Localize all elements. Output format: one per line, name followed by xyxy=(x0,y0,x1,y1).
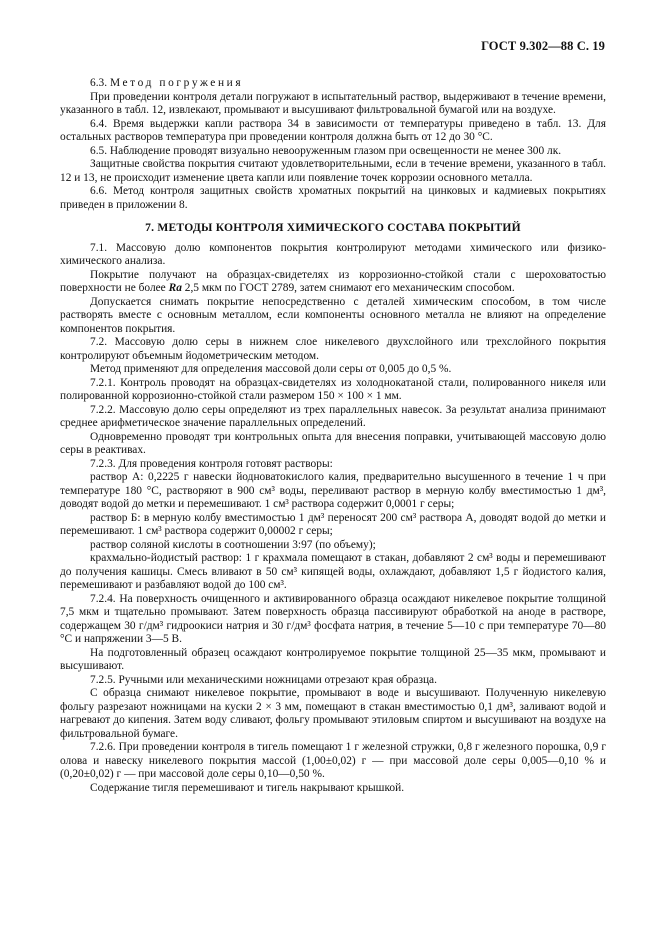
paragraph: раствор Б: в мерную колбу вместимостью 1 дм³ переносят 200 см³ раствора А, доводят водой до метки и перемешивают. 1 см³ раствора содержит 0,00002 г серы; xyxy=(60,511,606,537)
paragraph: раствор соляной кислоты в соотношении 3:97 (по объему); xyxy=(90,538,376,551)
clause-number: 6.3. xyxy=(90,77,108,89)
text-span: 2,5 мкм по ГОСТ 2789, затем снимают его механическим способом. xyxy=(184,282,515,294)
paragraph: крахмально-йодистый раствор: 1 г крахмала помещают в стакан, добавляют 2 см³ воды и перемешивают до получения кашицы. Смесь вливают в 50 см³ кипящей воды, охлаждают, добавляют 1,5 г йодистого калия, перемешивают и разбавляют водой до 100 см³. xyxy=(60,552,606,591)
document-body xyxy=(60,77,606,795)
roughness-symbol: Ra xyxy=(168,282,182,294)
paragraph: 7.2.1. Контроль проводят на образцах-свидетелях из холоднокатаной стали, полированного никеля или полированной коррозионно-стойкой стали размером 150 × 100 × 1 мм. xyxy=(60,376,606,402)
paragraph: 6.4. Время выдержки капли раствора 34 в зависимости от температуры приведено в табл. 13. Для остальных растворов температура при проведении контроля должна быть от 12 до 30 °С. xyxy=(60,117,606,143)
section-heading: 7. МЕТОДЫ КОНТРОЛЯ ХИМИЧЕСКОГО СОСТАВА ПОКРЫТИЙ xyxy=(145,221,521,234)
paragraph: Защитные свойства покрытия считают удовлетворительными, если в течение времени, указанного в табл. 12 и 13, не происходит изменение цвета капли или появление точек коррозии основного металла. xyxy=(60,158,606,184)
paragraph: На подготовленный образец осаждают контролируемое покрытие толщиной 25—35 мкм, промывают и высушивают. xyxy=(60,646,606,672)
paragraph: 7.2.5. Ручными или механическими ножницами отрезают края образца. xyxy=(90,673,437,686)
paragraph: 7.2.6. При проведении контроля в тигель помещают 1 г железной стружки, 0,8 г железного порошка, 0,9 г олова и навеску никелевого покрытия массой (1,00±0,02) г — при массовой доле серы 0,005—0,10 % и (0,20±0,02) г — при массовой доле серы 0,10—0,50 %. xyxy=(60,741,606,780)
paragraph: 7.1. Массовую долю компонентов покрытия контролируют методами химического или физико-химического анализа. xyxy=(60,241,606,267)
page-header: ГОСТ 9.302—88 С. 19 xyxy=(481,39,605,53)
paragraph: Содержание тигля перемешивают и тигель накрывают крышкой. xyxy=(90,781,405,794)
paragraph: Допускается снимать покрытие непосредственно с деталей химическим способом, в том числе растворять вместе с основным металлом, если компоненты основного металла не влияют на определение компонентов покрытия. xyxy=(60,295,606,335)
paragraph: 7.2.4. На поверхность очищенного и активированного образца осаждают никелевое покрытие толщиной 7,5 мкм и тщательно промывают. Затем поверхность образца пассивируют обработкой на аноде в растворе, содержащем 30 г/дм³ гидроокиси натрия и 30 г/дм³ фосфата натрия, в течение 5—10 с при температуре 70—80 °С и напряжении 3—5 В. xyxy=(60,592,606,645)
text-span: Покрытие получают на образцах-свидетелях из коррозионно-стойкой стали с шероховатостью поверхности не более xyxy=(60,268,606,294)
clause-title: Метод погружения xyxy=(109,77,244,89)
paragraph: Одновременно проводят три контрольных опыта для внесения поправки, учитывающей массовую долю серы в реактивах. xyxy=(60,430,606,456)
paragraph: С образца снимают никелевое покрытие, промывают в воде и высушивают. Полученную никелевую фольгу разрезают ножницами на куски 2 × 3 мм, помещают в стакан вместимостью 0,1 дм³, заливают водой и нагревают до кипения. Затем воду сливают, фольгу промывают этиловым спиртом и высушивают на воздухе на фильтровальной бумаге. xyxy=(60,687,606,740)
paragraph: 7.2.3. Для проведения контроля готовят растворы: xyxy=(90,457,333,470)
paragraph: 6.5. Наблюдение проводят визуально невооруженным глазом при освещенности не менее 300 лк. xyxy=(90,144,562,157)
paragraph: При проведении контроля детали погружают в испытательный раствор, выдерживают в течение времени, указанного в табл. 12, извлекают, промывают и высушивают фильтровальной бумагой или на воздухе. xyxy=(60,90,606,116)
paragraph xyxy=(60,269,606,296)
paragraph: 7.2.2. Массовую долю серы определяют из трех параллельных навесок. За результат анализа принимают среднее арифметическое значение параллельных определений. xyxy=(60,403,606,429)
paragraph: 6.6. Метод контроля защитных свойств хроматных покрытий на цинковых и кадмиевых покрытиях приведен в приложении 8. xyxy=(60,185,606,211)
paragraph: Метод применяют для определения массовой доли серы от 0,005 до 0,5 %. xyxy=(90,363,452,375)
paragraph: 7.2. Массовую долю серы в нижнем слое никелевого двухслойного или трехслойного покрытия контролируют объемным йодометрическим методом. xyxy=(60,336,606,362)
paragraph-6-3 xyxy=(60,77,606,91)
paragraph: раствор А: 0,2225 г навески йодноватокислого калия, предварительно высушенного в течение 1 ч при температуре 180 °С, растворяют в 900 см³ воды, переливают раствор в мерную колбу вместимостью 1 дм³, доводят водой до метки и перемешивают. 1 см³ раствора содержит 0,0001 г серы; xyxy=(60,471,606,510)
